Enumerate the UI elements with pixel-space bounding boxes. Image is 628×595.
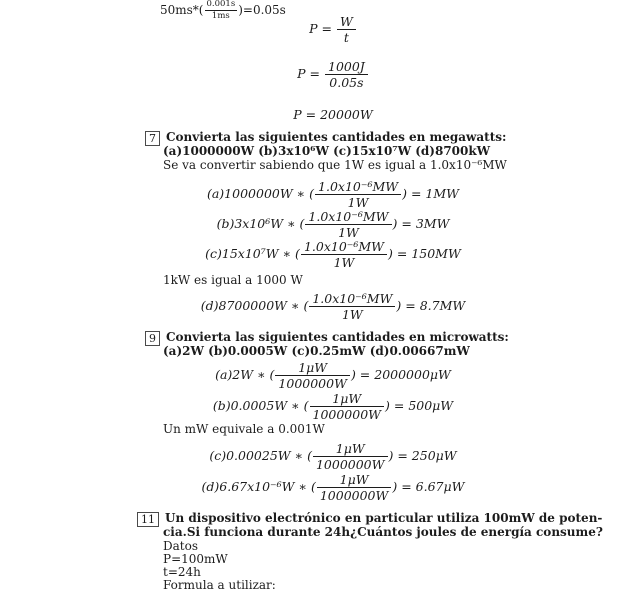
fraction — [301, 240, 387, 269]
question-11-title: Un dispositivo electrónico en particular utiliza 100mW de poten- — [165, 511, 603, 525]
question-9-equation-b — [137, 392, 529, 421]
question-7-number-box: 7 — [145, 131, 160, 146]
fraction-denominator: 1W — [333, 255, 355, 270]
fraction — [325, 60, 368, 89]
fraction-denominator: 1000000W — [312, 407, 382, 422]
question-9-number-box: 9 — [145, 331, 160, 346]
fraction — [275, 361, 350, 390]
equation-prefix: (d)6.67x10⁻⁶W ∗ ( — [201, 479, 316, 494]
equation-prefix: (a)1000000W ∗ ( — [206, 186, 315, 201]
question-7-equation-a — [137, 180, 529, 209]
equation-lhs: P = — [309, 21, 336, 36]
equation-prefix: (b)0.0005W ∗ ( — [212, 398, 309, 413]
power-values-equation — [137, 60, 529, 89]
fraction-denominator: t — [343, 30, 349, 45]
equation-prefix: (b)3x10⁶W ∗ ( — [216, 216, 305, 231]
question-11-number-box: 11 — [137, 512, 159, 527]
question-9-equation-a — [137, 361, 529, 390]
question-7-equation-c — [137, 240, 529, 269]
equation-prefix: (a)2W ∗ ( — [215, 367, 275, 382]
equation-suffix: ) = 3MW — [392, 216, 450, 231]
power-formula-equation — [137, 15, 529, 44]
question-7-note-conversion: Se va convertir sabiendo que 1W es igual a 1.0x10⁻⁶MW — [163, 158, 507, 172]
equation-suffix: ) = 1MW — [402, 186, 460, 201]
equation-suffix: ) = 500μW — [385, 398, 454, 413]
fraction-numerator: 1μW — [275, 361, 350, 376]
fraction — [317, 473, 392, 502]
fraction-denominator: 1ms — [211, 11, 230, 21]
equation-suffix: ) = 150MW — [388, 246, 461, 261]
equation-lhs: P = — [297, 66, 324, 81]
question-7-note-kw: 1kW es igual a 1000 W — [163, 273, 303, 287]
fraction-numerator: 1μW — [317, 473, 392, 488]
fraction-numerator: 0.001s — [206, 0, 236, 9]
fraction — [305, 210, 391, 239]
fraction-numerator: 1.0x10⁻⁶MW — [315, 180, 401, 195]
fraction-numerator: 1000J — [325, 60, 368, 75]
power-result-equation — [137, 108, 529, 122]
fraction — [337, 15, 356, 44]
fraction-numerator: W — [337, 15, 356, 30]
fraction-denominator: 0.05s — [329, 75, 364, 90]
question-9-equation-d — [137, 473, 529, 502]
fraction-numerator: 1.0x10⁻⁶MW — [301, 240, 387, 255]
datos-label: Datos — [163, 539, 198, 553]
equation-prefix: (c)0.00025W ∗ ( — [209, 448, 312, 463]
question-9-quantities: (a)2W (b)0.0005W (c)0.25mW (d)0.00667mW — [163, 344, 470, 358]
equation-suffix: ) = 8.7MW — [396, 298, 466, 313]
fraction-denominator: 1W — [338, 225, 359, 240]
question-9-equation-c — [137, 442, 529, 471]
fraction-numerator: 1μW — [313, 442, 388, 457]
fraction — [310, 392, 385, 421]
fraction — [309, 292, 395, 321]
formula-label: Formula a utilizar: — [163, 578, 276, 592]
question-9-title: Convierta las siguientes cantidades en microwatts: — [166, 330, 509, 344]
question-7-equation-b — [137, 210, 529, 239]
fraction-denominator: 1W — [341, 307, 363, 322]
power-given-value: P=100mW — [163, 552, 228, 566]
fraction — [315, 180, 401, 209]
fraction-denominator: 1000000W — [315, 457, 385, 472]
equation-suffix: ) = 250μW — [388, 448, 457, 463]
question-7-title: Convierta las siguientes cantidades en megawatts: — [166, 130, 507, 144]
question-7-equation-d — [137, 292, 529, 321]
equation-prefix: (d)8700000W ∗ ( — [200, 298, 309, 313]
equation-prefix: (c)15x10⁷W ∗ ( — [205, 246, 300, 261]
fraction-numerator: 1.0x10⁻⁶MW — [305, 210, 391, 225]
question-11-title-line2: cia.Si funciona durante 24h¿Cuántos joules de energía consume? — [163, 525, 603, 539]
fraction-numerator: 1.0x10⁻⁶MW — [309, 292, 395, 307]
equation-suffix: ) = 6.67μW — [392, 479, 465, 494]
conversion-prefix: 50ms*( — [160, 3, 204, 17]
time-given-value: t=24h — [163, 565, 201, 579]
equation-suffix: ) = 2000000μW — [350, 367, 451, 382]
question-7-quantities: (a)1000000W (b)3x10⁶W (c)15x10⁷W (d)8700kW — [163, 144, 491, 158]
fraction-denominator: 1W — [347, 195, 369, 210]
fraction-numerator: 1μW — [310, 392, 385, 407]
fraction-denominator: 1000000W — [319, 488, 389, 503]
conversion-suffix: )=0.05s — [238, 3, 286, 17]
fraction-denominator: 1000000W — [278, 376, 347, 391]
fraction — [313, 442, 388, 471]
equation-text: P = 20000W — [293, 107, 373, 122]
question-9-note-mw: Un mW equivale a 0.001W — [163, 422, 325, 436]
